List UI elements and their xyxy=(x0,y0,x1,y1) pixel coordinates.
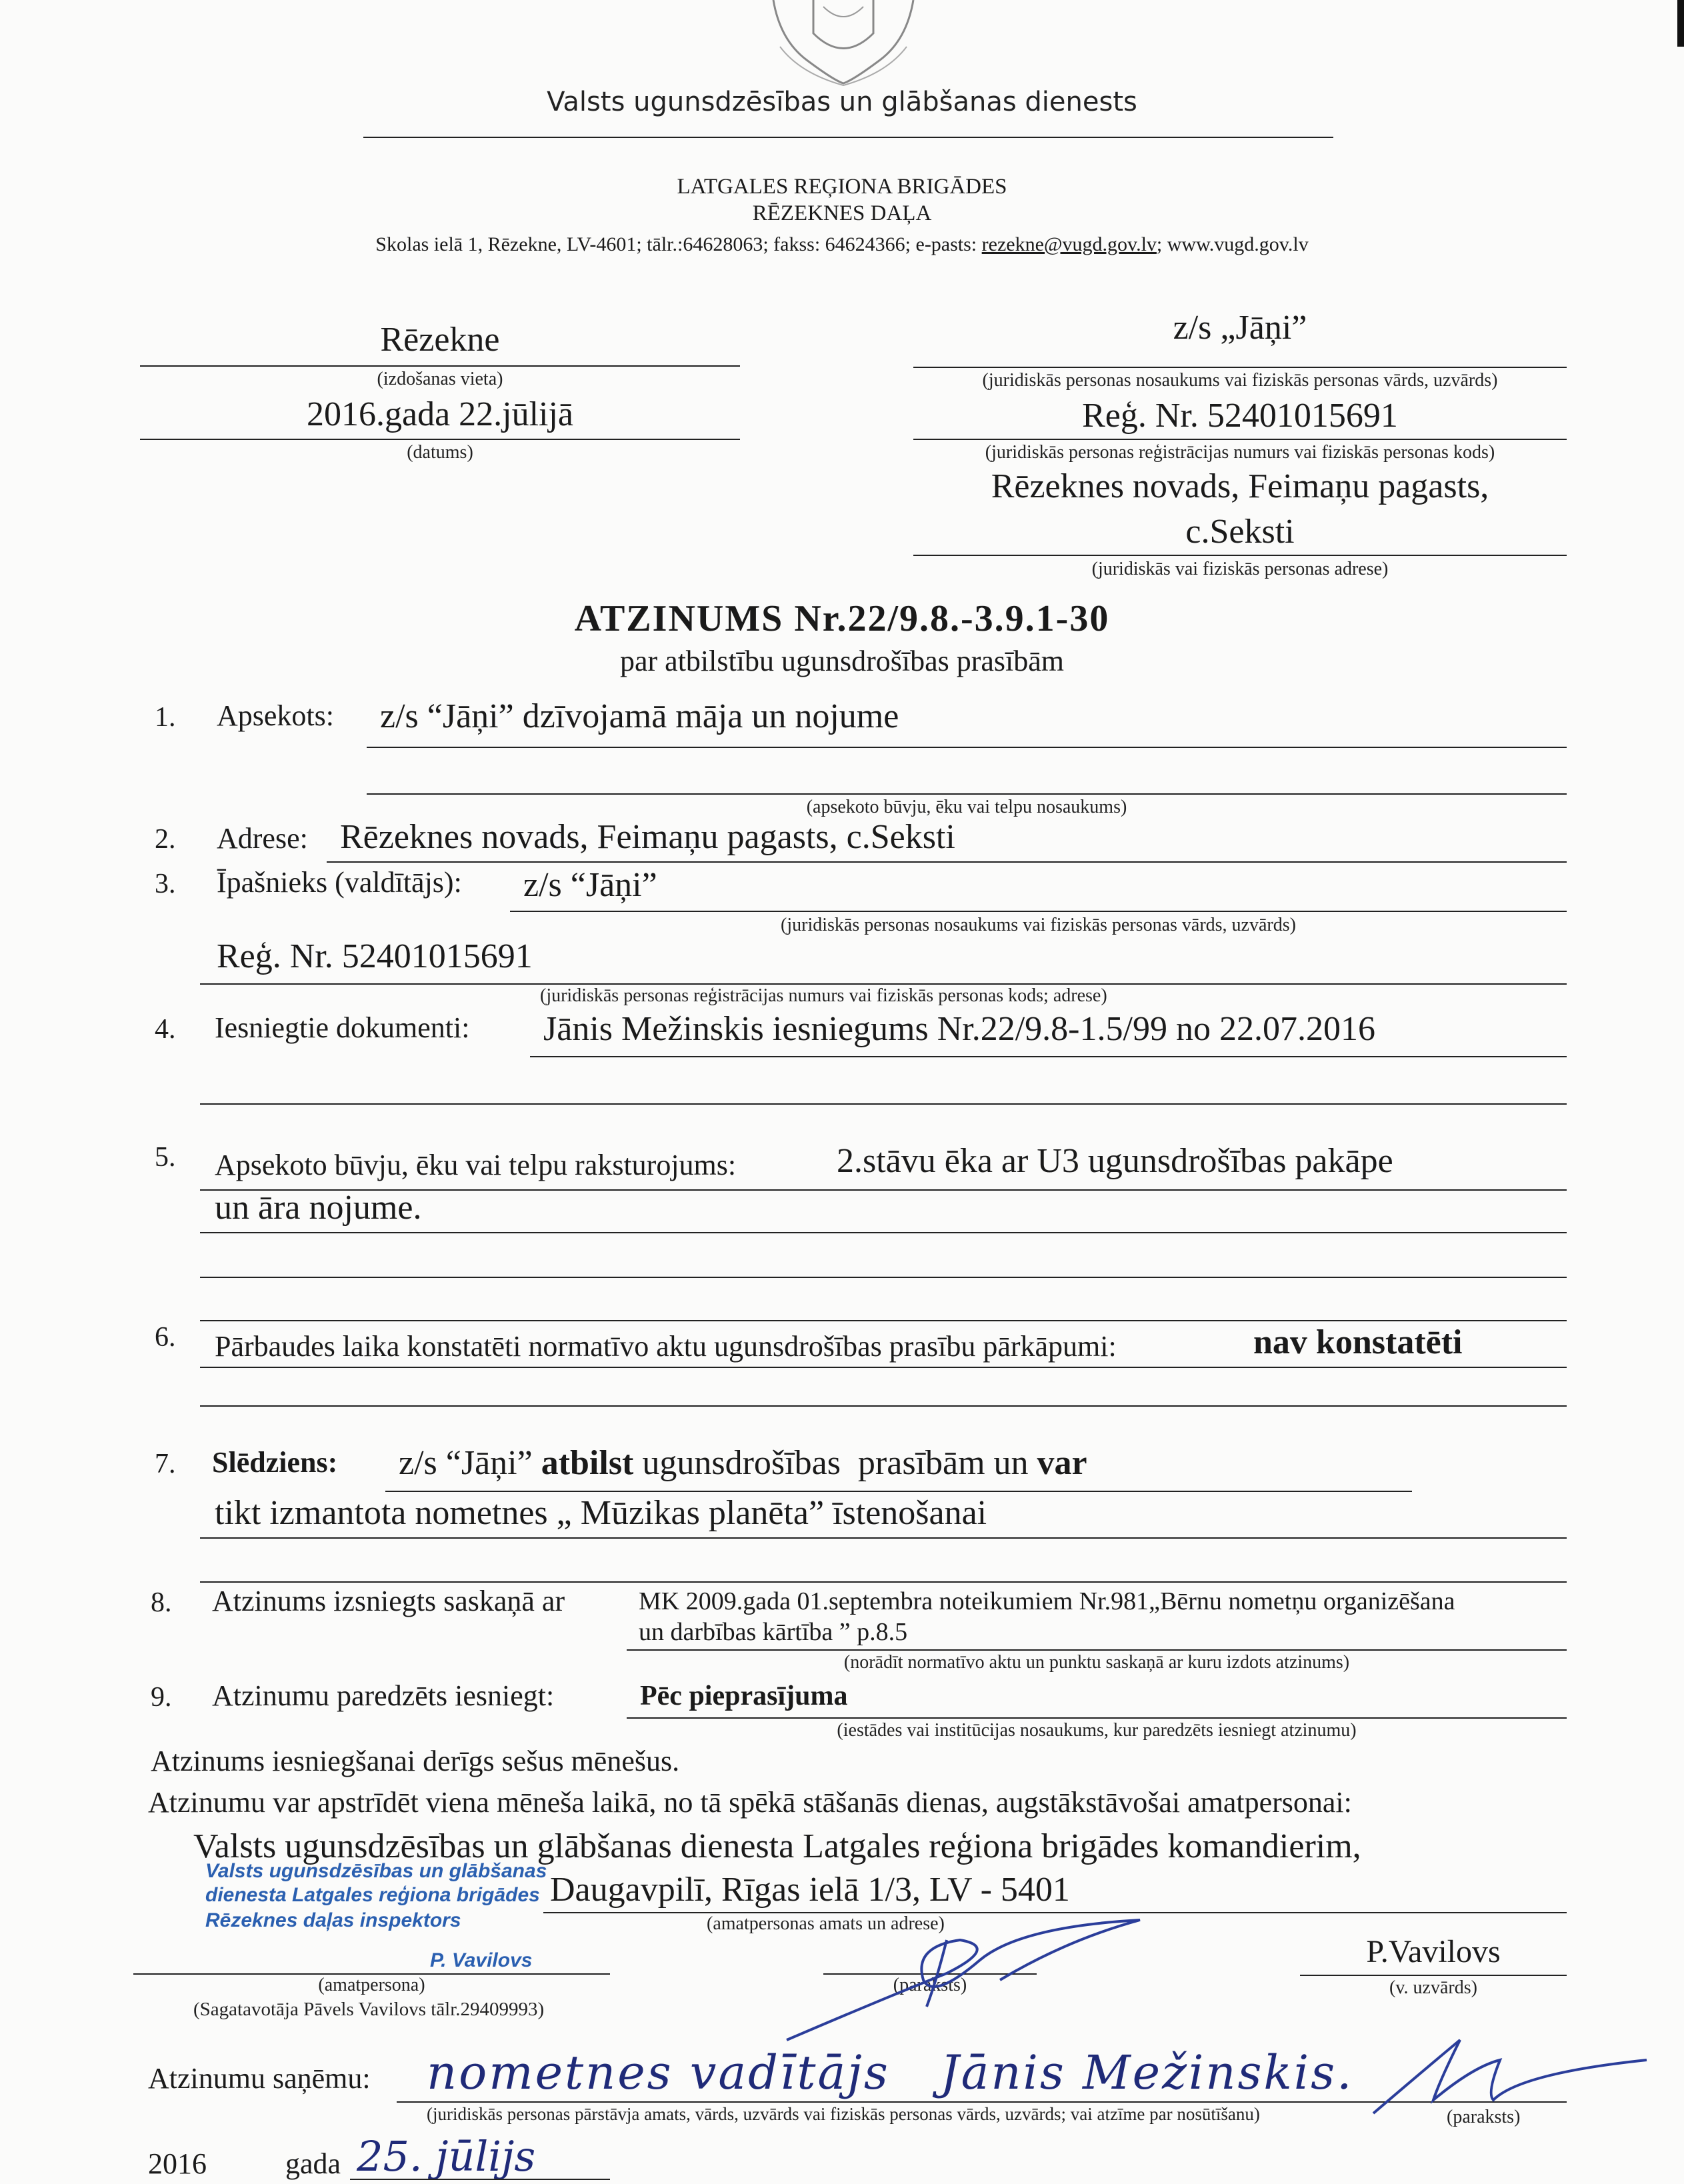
date-caption: (datums) xyxy=(407,442,473,463)
gada-text: gada xyxy=(285,2147,341,2180)
address-line2: c.Seksti xyxy=(1185,513,1295,551)
agency-name: Valsts ugunsdzēsības un glābšanas dienests xyxy=(547,87,1137,117)
item5-line4 xyxy=(200,1320,1567,1321)
item3-caption: (juridiskās personas nosaukums vai fiziskās personas vārds, uzvārds) xyxy=(781,915,1296,935)
item1-line2 xyxy=(367,793,1567,795)
received-caption: (juridiskās personas pārstāvja amats, vārds, uzvārds vai fiziskās personas vārds, uzvārds; vai atzīme par nosūtīšanu) xyxy=(427,2104,1260,2124)
item3-reg-caption: (juridiskās personas reģistrācijas numurs vai fiziskās personas kods; adrese) xyxy=(540,985,1107,1006)
item3-label: Īpašnieks (valdītājs): xyxy=(217,866,462,899)
item2-value: Rēzeknes novads, Feimaņu pagasts, c.Seksti xyxy=(340,818,955,856)
coat-of-arms-icon xyxy=(760,0,927,87)
item1-number: 1. xyxy=(155,702,176,733)
item8-value1: MK 2009.gada 01.septembra noteikumiem Nr.981„Bērnu nometņu organizēšana xyxy=(639,1587,1455,1615)
item5-value2: un āra nojume. xyxy=(215,1189,422,1227)
item6-value: nav konstatēti xyxy=(1253,1323,1463,1361)
prepared-by: (Sagatavotāja Pāvels Vavilovs tālr.29409993) xyxy=(193,1999,545,2020)
place-caption: (izdošanas vieta) xyxy=(377,369,503,389)
address-line xyxy=(913,555,1567,556)
item9-line xyxy=(627,1717,1567,1719)
item7-middle: ugunsdrošības prasībām un xyxy=(642,1444,1029,1482)
item3-value: z/s “Jāņi” xyxy=(523,866,657,904)
item8-number: 8. xyxy=(151,1587,172,1618)
item5-line2 xyxy=(200,1232,1567,1233)
contacts-suffix: ; www.vugd.gov.lv xyxy=(1156,233,1309,255)
item4-number: 4. xyxy=(155,1014,176,1045)
item5-value1: 2.stāvu ēka ar U3 ugunsdrošības pakāpe xyxy=(837,1142,1393,1180)
item7-var: var xyxy=(1037,1444,1087,1482)
item5-number: 5. xyxy=(155,1142,176,1173)
received-signature-caption: (paraksts) xyxy=(1447,2107,1521,2127)
scan-edge xyxy=(1677,0,1684,47)
year-text: 2016 xyxy=(148,2147,207,2180)
item9-label: Atzinumu paredzēts iesniegt: xyxy=(212,1679,555,1712)
authority-line1: Valsts ugunsdzēsības un glābšanas dienesta Latgales reģiona brigādes komandierim, xyxy=(193,1827,1361,1865)
item8-caption: (norādīt normatīvo aktu un punktu saskaņā ar kuru izdots atzinums) xyxy=(843,1652,1350,1673)
item6-line2 xyxy=(200,1405,1567,1407)
item7-line3-rule xyxy=(200,1581,1567,1583)
item7-line2: tikt izmantota nometnes „ Mūzikas planēta” īstenošanai xyxy=(215,1494,987,1532)
official-name: P.Vavilovs xyxy=(1366,1934,1501,1969)
signature-caption: (paraksts) xyxy=(893,1975,967,1995)
item8-value2: un darbības kārtība ” p.8.5 xyxy=(639,1618,908,1646)
item6-line xyxy=(200,1367,1567,1368)
item2-label: Adrese: xyxy=(217,822,308,855)
item7-atbilst: atbilst xyxy=(541,1444,634,1482)
stamp-line2: dienesta Latgales reģiona brigādes xyxy=(205,1884,540,1906)
received-handwriting: nometnes vadītājs Jānis Mežinskis. xyxy=(427,2045,1354,2100)
stamp-line3: Rēzeknes daļas inspektors xyxy=(205,1909,461,1931)
item3-line xyxy=(510,911,1567,912)
item7-line2-rule xyxy=(200,1537,1567,1539)
official-caption: (amatpersona) xyxy=(318,1975,425,1995)
document-title: ATZINUMS Nr.22/9.8.-3.9.1-30 xyxy=(574,598,1110,639)
header-rule xyxy=(363,137,1333,138)
email-link[interactable]: rezekne@vugd.gov.lv xyxy=(981,233,1157,255)
item9-value: Pēc pieprasījuma xyxy=(640,1681,848,1711)
stamp-line1: Valsts ugunsdzēsības un glābšanas xyxy=(205,1860,547,1882)
item1-label: Apsekots: xyxy=(217,699,334,732)
item2-line xyxy=(327,861,1567,863)
stamp-name: P. Vavilovs xyxy=(430,1949,533,1971)
unit-line1: LATGALES REĢIONA BRIGĀDES xyxy=(677,175,1007,199)
place-value: Rēzekne xyxy=(380,321,500,359)
item7-entity: z/s “Jāņi” xyxy=(399,1444,533,1482)
contacts-prefix: Skolas ielā 1, Rēzekne, LV-4601; tālr.:64628063; fakss: 64624366; e-pasts: xyxy=(375,233,982,255)
received-label: Atzinumu saņēmu: xyxy=(148,2062,371,2095)
item8-line xyxy=(627,1649,1567,1651)
name-caption: (v. uzvārds) xyxy=(1389,1977,1477,1998)
item7-label: Slēdziens: xyxy=(212,1446,338,1479)
date-line xyxy=(140,439,740,440)
reg-line xyxy=(913,439,1567,440)
item1-caption: (apsekoto būvju, ēku vai telpu nosaukums) xyxy=(806,797,1127,817)
item4-line xyxy=(530,1056,1567,1057)
hand-date: 25. jūlijs xyxy=(357,2132,536,2181)
item1-line xyxy=(367,747,1567,748)
address-line1: Rēzeknes novads, Feimaņu pagasts, xyxy=(991,467,1489,505)
item4-value: Jānis Mežinskis iesniegums Nr.22/9.8-1.5/99 no 22.07.2016 xyxy=(543,1010,1375,1048)
item1-value: z/s “Jāņi” dzīvojamā māja un nojume xyxy=(380,697,899,735)
authority-line2: Daugavpilī, Rīgas ielā 1/3, LV - 5401 xyxy=(550,1871,1070,1909)
item7-value xyxy=(399,1443,1087,1483)
item9-caption: (iestādes vai institūcijas nosaukums, kur paredzēts iesniegt atzinumu) xyxy=(837,1720,1357,1741)
entity-line xyxy=(913,367,1567,368)
reg-caption: (juridiskās personas reģistrācijas numurs vai fiziskās personas kods) xyxy=(985,442,1495,463)
item5-line3 xyxy=(200,1277,1567,1278)
item4-label: Iesniegtie dokumenti: xyxy=(215,1011,470,1044)
item5-label: Apsekoto būvju, ēku vai telpu raksturojums: xyxy=(215,1149,737,1181)
unit-line2: RĒZEKNES DAĻA xyxy=(752,201,932,225)
validity-text: Atzinums iesniegšanai derīgs sešus mēnešus. xyxy=(151,1745,680,1777)
name-line xyxy=(1300,1975,1567,1976)
authority-caption: (amatpersonas amats un adrese) xyxy=(707,1913,945,1934)
item6-number: 6. xyxy=(155,1322,176,1353)
place-line xyxy=(140,365,740,367)
item3-number: 3. xyxy=(155,869,176,899)
official-signature-icon xyxy=(780,1900,1153,2047)
item2-number: 2. xyxy=(155,824,176,855)
reg-value: Reģ. Nr. 52401015691 xyxy=(1082,397,1398,435)
entity-value: z/s „Jāņi” xyxy=(1173,309,1307,347)
document-subtitle: par atbilstību ugunsdrošības prasībām xyxy=(619,645,1064,677)
item4-line2 xyxy=(200,1103,1567,1105)
entity-caption: (juridiskās personas nosaukums vai fiziskās personas vārds, uzvārds) xyxy=(982,370,1498,391)
date-value: 2016.gada 22.jūlijā xyxy=(306,395,574,433)
item6-label: Pārbaudes laika konstatēti normatīvo aktu ugunsdrošības prasību pārkāpumi: xyxy=(215,1330,1117,1363)
item9-number: 9. xyxy=(151,1682,172,1713)
appeal-text: Atzinumu var apstrīdēt viena mēneša laikā, no tā spēkā stāšanās dienas, augstākstāvošai amatpersonai: xyxy=(148,1786,1352,1819)
address-caption: (juridiskās vai fiziskās personas adrese) xyxy=(1091,559,1389,579)
hand-date-line xyxy=(350,2179,610,2180)
item3-reg: Reģ. Nr. 52401015691 xyxy=(217,937,533,975)
contacts-line xyxy=(0,233,1684,256)
item8-label: Atzinums izsniegts saskaņā ar xyxy=(212,1585,565,1617)
item7-line xyxy=(385,1491,1412,1492)
item3-reg-line xyxy=(200,983,1567,985)
received-signature-icon xyxy=(1360,2020,1653,2120)
item7-number: 7. xyxy=(155,1449,176,1479)
